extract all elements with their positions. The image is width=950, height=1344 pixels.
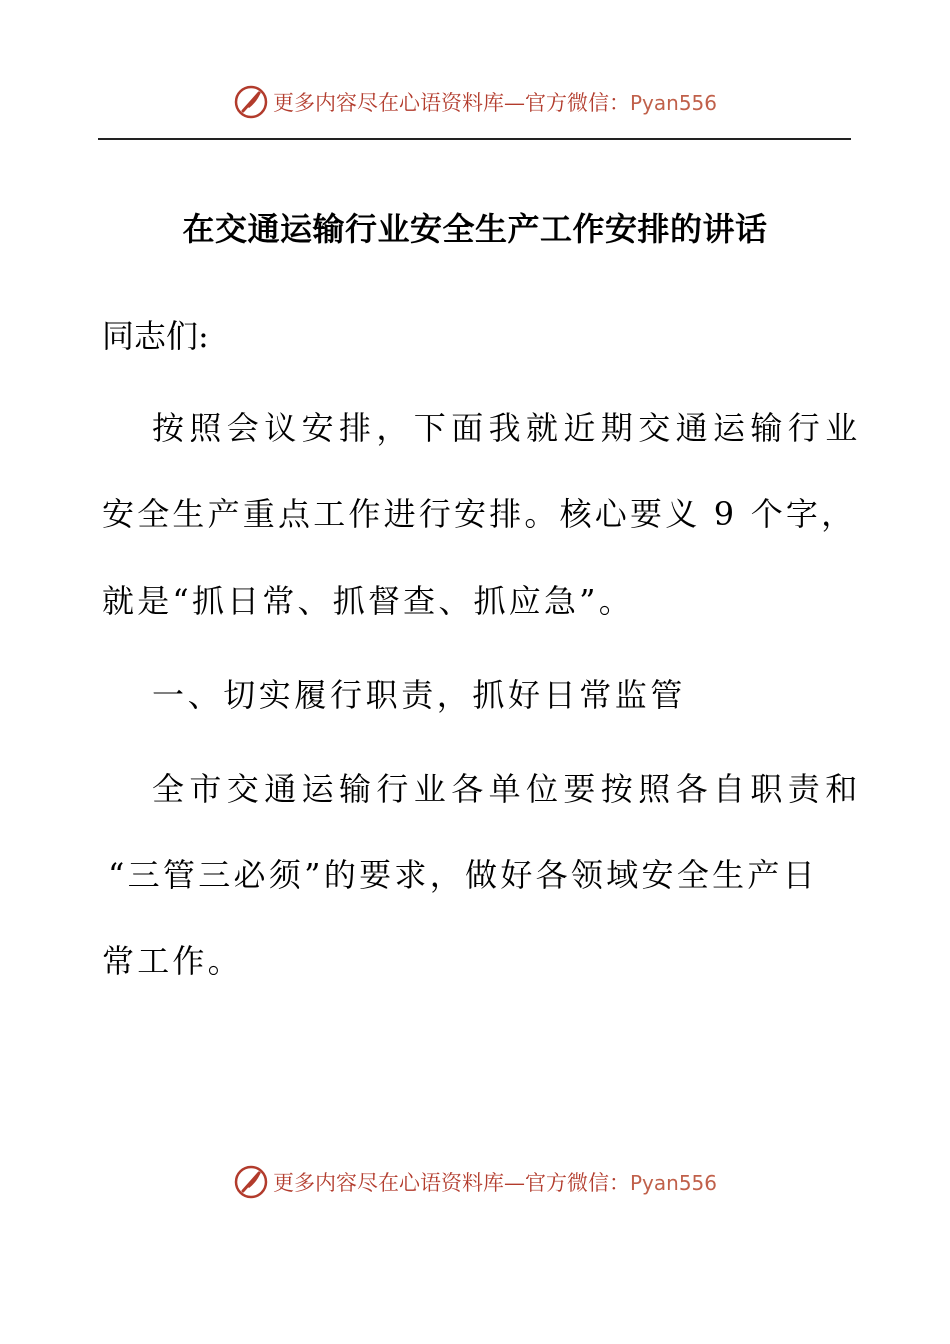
paragraph-line: 全市交通运输行业各单位要按照各自职责和 [152, 770, 863, 808]
salutation: 同志们: [102, 317, 209, 355]
watermark-wechat-id: Pyan556 [629, 1171, 717, 1195]
watermark-wechat-id: Pyan556 [629, 91, 717, 115]
watermark-text: 更多内容尽在心语资料库—官方微信： [272, 1171, 630, 1195]
header-divider [98, 138, 851, 140]
paragraph-line: 按照会议安排，下面我就近期交通运输行业 [152, 409, 863, 447]
footer-watermark [0, 1162, 950, 1202]
watermark-text: 更多内容尽在心语资料库—官方微信： [272, 91, 630, 115]
paragraph-line: 就是“抓日常、抓督查、抓应急”。 [102, 582, 634, 620]
paragraph-line: 安全生产重点工作进行安排。核心要义 9 个字， [102, 495, 857, 533]
section-heading: 一、切实履行职责，抓好日常监管 [152, 676, 687, 714]
document-title: 在交通运输行业安全生产工作安排的讲话 [182, 210, 768, 248]
paragraph-line: 常工作。 [102, 942, 243, 980]
paragraph-line: “三管三必须”的要求，做好各领域安全生产日 [108, 856, 819, 894]
header-watermark [0, 82, 950, 122]
quill-logo-icon [233, 84, 269, 120]
quill-logo-icon [233, 1164, 269, 1200]
